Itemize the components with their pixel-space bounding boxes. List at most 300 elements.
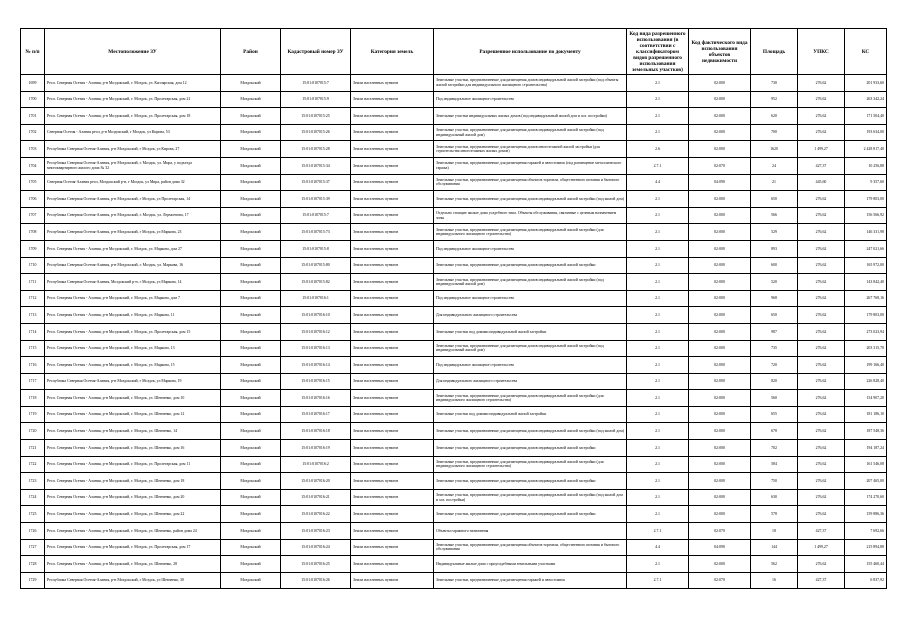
location-text: Республика Северная Осетия-Алания, Моздокский р-н, г Моздок, ул Маркова, 14 — [47, 279, 182, 284]
cadastral-value-text: 143 842,40 — [866, 279, 884, 284]
area-cell — [751, 240, 798, 257]
cadastral-value-cell — [845, 572, 887, 589]
table-row — [21, 224, 887, 241]
district-cell — [221, 556, 281, 573]
area-text: 650 — [771, 196, 777, 201]
actual-use-code-cell — [689, 539, 751, 556]
district-text: Моздокский — [240, 495, 261, 500]
use-code-cell — [627, 224, 689, 241]
location-cell — [45, 572, 221, 589]
permitted-use-cell — [434, 456, 627, 473]
permitted-use-text: Земельные участки, предназначенные для размещения объектов торговли, общественного питания и бытового обслуживания — [436, 177, 620, 187]
table-row — [21, 174, 887, 191]
use-code-cell — [627, 290, 689, 307]
district-text: Моздокский — [240, 146, 261, 151]
cadastral-number-text: 15:01:0107015:9 — [302, 97, 329, 102]
actual-use-code-text: 02:000 — [714, 561, 725, 566]
actual-use-code-cell — [689, 406, 751, 423]
upks-cell — [798, 406, 845, 423]
permitted-use-text: Земельные участки, предназначенные для размещения домов многоэтажной жилой застройки (для строительства многоэтажных жилых домов) — [436, 144, 600, 154]
permitted-use-cell — [434, 556, 627, 573]
table-row — [21, 423, 887, 440]
cadastral-number-cell — [281, 290, 351, 307]
row-number-text: 1718 — [28, 395, 37, 400]
permitted-use-text: Земельные участки, предназначенные для размещения гаражей и автостоянок — [436, 578, 566, 583]
upks-cell — [798, 191, 845, 208]
land-category-cell — [351, 539, 434, 556]
use-code-cell — [627, 141, 689, 158]
row-number-text: 1701 — [28, 113, 37, 118]
location-cell — [45, 290, 221, 307]
location-text: Респ. Северная Осетия - Алания, р-н Моздокский, г. Моздок, ул. Маркова, дом 27 — [47, 246, 182, 251]
area-cell — [751, 473, 798, 490]
cadastral-number-cell — [281, 357, 351, 374]
location-text: Респ. Северная Осетия - Алания, р-н Моздокский, г. Моздок, ул. Маркова, 13 — [47, 346, 175, 351]
district-cell — [221, 141, 281, 158]
location-text: Северная Осетия - Алания респ, р-н Моздокский, г Моздок, ул Кирова, 53 — [47, 130, 170, 135]
land-category-text: Земли населенных пунктов — [353, 545, 399, 550]
use-code-cell — [627, 556, 689, 573]
cadastral-number-cell — [281, 539, 351, 556]
row-number-cell — [21, 124, 45, 141]
actual-use-code-cell — [689, 157, 751, 174]
land-category-cell — [351, 174, 434, 191]
cadastral-number-text: 15:01:0107016:19 — [301, 445, 330, 450]
area-cell — [751, 75, 798, 92]
district-text: Моздокский — [240, 462, 261, 467]
district-cell — [221, 124, 281, 141]
use-code-text: 2.1 — [655, 229, 660, 234]
cadastral-value-cell — [845, 523, 887, 540]
cadastral-number-cell — [281, 440, 351, 457]
upks-text: 276,62 — [815, 478, 827, 483]
row-number-text: 1709 — [28, 246, 37, 251]
district-cell — [221, 340, 281, 357]
use-code-cell — [627, 357, 689, 374]
land-category-cell — [351, 572, 434, 589]
cadastral-value-text: 194 187,24 — [866, 445, 884, 450]
actual-use-code-cell — [689, 290, 751, 307]
area-cell — [751, 290, 798, 307]
actual-use-code-text: 02:000 — [714, 229, 725, 234]
upks-text: 276,62 — [815, 445, 827, 450]
location-text: Респ. Северная Осетия - Алания, р-н Моздокский, г. Моздок, ул. Маркова, 15 — [47, 362, 175, 367]
district-cell — [221, 75, 281, 92]
cadastral-number-text: 15:01:0107015:73 — [301, 229, 330, 234]
area-text: 144 — [771, 545, 777, 550]
upks-text: 1 499,27 — [814, 146, 828, 151]
permitted-use-cell — [434, 423, 627, 440]
district-text: Моздокский — [240, 296, 261, 301]
district-cell — [221, 274, 281, 291]
district-text: Моздокский — [240, 80, 261, 85]
cadastral-number-text: 15:01:0107015:7 — [302, 213, 329, 218]
upks-text: 427,37 — [815, 578, 827, 583]
district-text: Моздокский — [240, 246, 261, 251]
district-text: Моздокский — [240, 346, 261, 351]
cadastral-value-cell — [845, 207, 887, 224]
use-code-cell — [627, 307, 689, 324]
location-text: Респ. Северная Осетия - Алания, р-н Моздокский, г. Моздок, ул. Шевченко, район дома 24 — [47, 528, 197, 533]
actual-use-code-cell — [689, 506, 751, 523]
location-cell — [45, 174, 221, 191]
land-category-text: Земли населенных пунктов — [353, 429, 399, 434]
use-code-cell — [627, 539, 689, 556]
upks-cell — [798, 240, 845, 257]
permitted-use-cell — [434, 357, 627, 374]
upks-cell — [798, 456, 845, 473]
cadastral-number-cell — [281, 141, 351, 158]
area-text: 820 — [771, 379, 777, 384]
permitted-use-cell — [434, 406, 627, 423]
row-number-text: 1728 — [28, 561, 37, 566]
row-number-text: 1700 — [28, 97, 37, 102]
land-category-text: Земли населенных пунктов — [353, 146, 399, 151]
cadastral-number-text: 15:01:0107016:16 — [301, 395, 330, 400]
actual-use-code-cell — [689, 323, 751, 340]
row-number-cell — [21, 572, 45, 589]
upks-cell — [798, 157, 845, 174]
table-row — [21, 207, 887, 224]
actual-use-code-text: 04:090 — [714, 180, 725, 185]
upks-cell — [798, 556, 845, 573]
cadastral-number-text: 15:01:0107015:8 — [302, 246, 329, 251]
cadastral-value-cell — [845, 240, 887, 257]
cadastral-number-cell — [281, 423, 351, 440]
table-row — [21, 456, 887, 473]
cadastral-value-text: 247 021,66 — [866, 246, 884, 251]
upks-cell — [798, 539, 845, 556]
location-text: Респ. Северная Осетия - Алания, р-н Моздокский, г. Моздок, ул. Пролетарская, дом 18 — [47, 113, 191, 118]
location-cell — [45, 207, 221, 224]
row-number-cell — [21, 75, 45, 92]
table-row — [21, 307, 887, 324]
actual-use-code-cell — [689, 523, 751, 540]
cadastral-value-cell — [845, 539, 887, 556]
cadastral-value-text: 6 837,92 — [870, 578, 884, 583]
use-code-text: 2.1 — [655, 512, 660, 517]
cadastral-value-cell — [845, 390, 887, 407]
upks-cell — [798, 506, 845, 523]
row-number-cell — [21, 224, 45, 241]
cadastral-number-cell — [281, 373, 351, 390]
upks-cell — [798, 141, 845, 158]
upks-cell — [798, 523, 845, 540]
district-cell — [221, 456, 281, 473]
permitted-use-cell — [434, 340, 627, 357]
cadastral-value-cell — [845, 340, 887, 357]
cadastral-number-text: 15:01:0107016:22 — [301, 512, 330, 517]
location-cell — [45, 506, 221, 523]
cadastral-value-cell — [845, 423, 887, 440]
location-cell — [45, 456, 221, 473]
permitted-use-cell — [434, 224, 627, 241]
use-code-text: 2.7.1 — [653, 528, 662, 533]
location-cell — [45, 473, 221, 490]
area-cell — [751, 390, 798, 407]
area-text: 750 — [771, 478, 777, 483]
table-row — [21, 290, 887, 307]
upks-cell — [798, 108, 845, 125]
cadastral-number-text: 15:01:0107016:13 — [301, 346, 330, 351]
cadastral-number-cell — [281, 489, 351, 506]
table-row — [21, 390, 887, 407]
land-category-cell — [351, 124, 434, 141]
district-text: Моздокский — [240, 429, 261, 434]
row-number-text: 1719 — [28, 412, 37, 417]
actual-use-code-text: 02:000 — [714, 445, 725, 450]
land-category-text: Земли населенных пунктов — [353, 462, 399, 467]
cadastral-number-text: 15:01:0107016:10 — [301, 312, 330, 317]
cadastral-value-text: 203 315,70 — [866, 346, 884, 351]
cadastral-value-text: 155 460,44 — [866, 561, 884, 566]
upks-cell — [798, 390, 845, 407]
row-number-text: 1711 — [28, 279, 37, 284]
district-text: Моздокский — [240, 196, 261, 201]
upks-cell — [798, 473, 845, 490]
area-text: 735 — [771, 346, 777, 351]
table-row — [21, 357, 887, 374]
use-code-cell — [627, 423, 689, 440]
upks-text: 276,62 — [815, 113, 827, 118]
permitted-use-text: Земельные участки, предназначенные для размещения домов индивидуальной жилой застройки (для индивидуального жилищного строительства) — [436, 227, 604, 237]
area-text: 24 — [772, 163, 776, 168]
cadastral-value-cell — [845, 506, 887, 523]
row-number-text: 1706 — [28, 196, 37, 201]
row-number-text: 1717 — [28, 379, 37, 384]
location-cell — [45, 357, 221, 374]
table-row — [21, 373, 887, 390]
row-number-cell — [21, 506, 45, 523]
land-category-cell — [351, 157, 434, 174]
row-number-cell — [21, 340, 45, 357]
actual-use-code-cell — [689, 191, 751, 208]
permitted-use-cell — [434, 91, 627, 108]
use-code-text: 2.1 — [655, 312, 660, 317]
district-cell — [221, 307, 281, 324]
upks-text: 276,62 — [815, 229, 827, 234]
permitted-use-cell — [434, 523, 627, 540]
use-code-cell — [627, 506, 689, 523]
permitted-use-cell — [434, 473, 627, 490]
district-cell — [221, 157, 281, 174]
district-text: Моздокский — [240, 512, 261, 517]
land-category-cell — [351, 523, 434, 540]
row-number-cell — [21, 556, 45, 573]
use-code-text: 2.1 — [655, 97, 660, 102]
permitted-use-cell — [434, 207, 627, 224]
cadastral-value-text: 273 023,94 — [866, 329, 884, 334]
district-cell — [221, 373, 281, 390]
actual-use-code-text: 02:000 — [714, 379, 725, 384]
district-text: Моздокский — [240, 561, 261, 566]
actual-use-code-text: 02:070 — [714, 578, 725, 583]
land-category-cell — [351, 357, 434, 374]
land-category-text: Земли населенных пунктов — [353, 379, 399, 384]
area-cell — [751, 307, 798, 324]
upks-text: 276,62 — [815, 296, 827, 301]
actual-use-code-text: 02:000 — [714, 279, 725, 284]
actual-use-code-cell — [689, 357, 751, 374]
area-cell — [751, 124, 798, 141]
upks-text: 276,62 — [815, 462, 827, 467]
location-cell — [45, 489, 221, 506]
land-category-text: Земли населенных пунктов — [353, 130, 399, 135]
cadastral-number-cell — [281, 257, 351, 274]
land-category-text: Земли населенных пунктов — [353, 512, 399, 517]
area-cell — [751, 539, 798, 556]
area-cell — [751, 440, 798, 457]
cadastral-number-cell — [281, 456, 351, 473]
cadastral-number-text: 15:01:0107015:25 — [301, 113, 330, 118]
cadastral-number-text: 15:01:0107016:1 — [302, 296, 329, 301]
row-number-text: 1703 — [28, 146, 37, 151]
permitted-use-text: Земельные участки под домами индивидуальной жилой застройки — [436, 329, 547, 334]
header-cell: Категория земель — [351, 29, 434, 75]
location-cell — [45, 307, 221, 324]
area-cell — [751, 572, 798, 589]
use-code-cell — [627, 157, 689, 174]
cadastral-value-cell — [845, 406, 887, 423]
upks-text: 276,62 — [815, 329, 827, 334]
row-number-text: 1715 — [28, 346, 37, 351]
cadastral-value-cell — [845, 456, 887, 473]
upks-cell — [798, 489, 845, 506]
row-number-cell — [21, 390, 45, 407]
area-text: 1620 — [770, 146, 778, 151]
location-text: Респ. Северная Осетия - Алания, р-н Моздокский, г. Моздок, ул. Шевченко, дом 10 — [47, 395, 185, 400]
location-text: Респ. Северная Осетия - Алания, р-н Моздокский, г. Моздок, ул. Пролетарская, дом 21 — [47, 97, 191, 102]
cadastral-value-text: 226 828,40 — [866, 379, 884, 384]
use-code-cell — [627, 274, 689, 291]
cadastral-number-cell — [281, 157, 351, 174]
permitted-use-cell — [434, 141, 627, 158]
district-cell — [221, 290, 281, 307]
use-code-text: 2.1 — [655, 329, 660, 334]
district-text: Моздокский — [240, 329, 261, 334]
row-number-cell — [21, 523, 45, 540]
row-number-text: 1707 — [28, 213, 37, 218]
location-text: Республика Северная Осетия-Алания, р-н Моздокский, г. Моздок, ул. Маркова, 16 — [47, 263, 183, 268]
table-row — [21, 489, 887, 506]
permitted-use-text: Земельные участки, предназначенные для размещения домов индивидуальной жилой застройки (для индивидуального жилищного строительства) — [436, 393, 604, 403]
table-row — [21, 572, 887, 589]
cadastral-value-cell — [845, 307, 887, 324]
cadastral-number-text: 15:01:0107015:7 — [302, 80, 329, 85]
area-cell — [751, 191, 798, 208]
upks-text: 276,62 — [815, 412, 827, 417]
location-cell — [45, 91, 221, 108]
area-text: 21 — [772, 180, 776, 185]
land-category-text: Земли населенных пунктов — [353, 346, 399, 351]
land-category-text: Земли населенных пунктов — [353, 163, 399, 168]
area-cell — [751, 174, 798, 191]
upks-text: 427,37 — [815, 163, 827, 168]
cadastral-number-text: 15:01:0107015:28 — [301, 146, 330, 151]
row-number-text: 1708 — [28, 229, 37, 234]
cadastral-number-text: 15:01:0107015:39 — [301, 196, 330, 201]
district-cell — [221, 108, 281, 125]
district-cell — [221, 506, 281, 523]
cadastral-number-cell — [281, 224, 351, 241]
permitted-use-cell — [434, 323, 627, 340]
row-number-text: 1725 — [28, 512, 37, 517]
district-text: Моздокский — [240, 412, 261, 417]
location-cell — [45, 523, 221, 540]
land-category-cell — [351, 224, 434, 241]
table-row — [21, 124, 887, 141]
row-number-text: 1724 — [28, 495, 37, 500]
row-number-text: 1716 — [28, 362, 37, 367]
actual-use-code-text: 02:000 — [714, 495, 725, 500]
area-cell — [751, 423, 798, 440]
cadastral-value-text: 154 907,20 — [866, 395, 884, 400]
land-category-text: Земли населенных пунктов — [353, 578, 399, 583]
location-cell — [45, 257, 221, 274]
land-category-text: Земли населенных пунктов — [353, 246, 399, 251]
district-cell — [221, 257, 281, 274]
cadastral-number-cell — [281, 307, 351, 324]
cadastral-value-text: 181 186,10 — [866, 412, 884, 417]
upks-text: 276,62 — [815, 196, 827, 201]
use-code-text: 4.4 — [655, 180, 660, 185]
location-cell — [45, 323, 221, 340]
area-text: 520 — [771, 279, 777, 284]
actual-use-code-text: 02:000 — [714, 329, 725, 334]
district-cell — [221, 440, 281, 457]
use-code-cell — [627, 340, 689, 357]
area-text: 600 — [771, 263, 777, 268]
cadastral-number-text: 15:01:0107016:21 — [301, 495, 330, 500]
cadastral-number-cell — [281, 75, 351, 92]
location-cell — [45, 157, 221, 174]
actual-use-code-cell — [689, 456, 751, 473]
area-text: 700 — [771, 130, 777, 135]
area-text: 630 — [771, 495, 777, 500]
upks-text: 276,62 — [815, 263, 827, 268]
cadastral-value-text: 10 256,88 — [868, 163, 884, 168]
district-text: Моздокский — [240, 578, 261, 583]
land-category-text: Земли населенных пунктов — [353, 97, 399, 102]
location-text: Респ. Северная Осетия - Алания, р-н Моздокский, г. Моздок, ул. Шевченко, дом 22 — [47, 512, 185, 517]
row-number-cell — [21, 539, 45, 556]
use-code-cell — [627, 489, 689, 506]
cadastral-number-cell — [281, 390, 351, 407]
actual-use-code-text: 02:000 — [714, 512, 725, 517]
use-code-cell — [627, 523, 689, 540]
permitted-use-text: Земельные участки, предназначенные для размещения домов индивидуальной жилой застройки — [436, 478, 596, 483]
area-cell — [751, 323, 798, 340]
land-category-text: Земли населенных пунктов — [353, 213, 399, 218]
cadastral-value-cell — [845, 108, 887, 125]
row-number-cell — [21, 473, 45, 490]
permitted-use-cell — [434, 290, 627, 307]
cadastral-value-text: 179 803,00 — [866, 312, 884, 317]
row-number-cell — [21, 274, 45, 291]
permitted-use-cell — [434, 539, 627, 556]
cadastral-value-text: 171 504,40 — [866, 113, 884, 118]
area-cell — [751, 456, 798, 473]
permitted-use-text: Земельные участки, предназначенные для размещения гаражей и автостоянок (под размещение металлического гаража) — [436, 161, 622, 170]
actual-use-code-text: 02:000 — [714, 213, 725, 218]
location-text: Республика Северная Осетия-Алания, р-н Моздокский, г Моздок, ул Кирова, 27 — [47, 146, 180, 151]
land-category-cell — [351, 373, 434, 390]
row-number-text: 1705 — [28, 180, 37, 185]
location-text: Респ. Северная Осетия - Алания, р-н Моздокский, г. Моздок, ул. Шевченко, 28 — [47, 561, 178, 566]
row-number-text: 1702 — [28, 130, 37, 135]
cadastral-value-text: 179 803,00 — [866, 196, 884, 201]
actual-use-code-cell — [689, 340, 751, 357]
